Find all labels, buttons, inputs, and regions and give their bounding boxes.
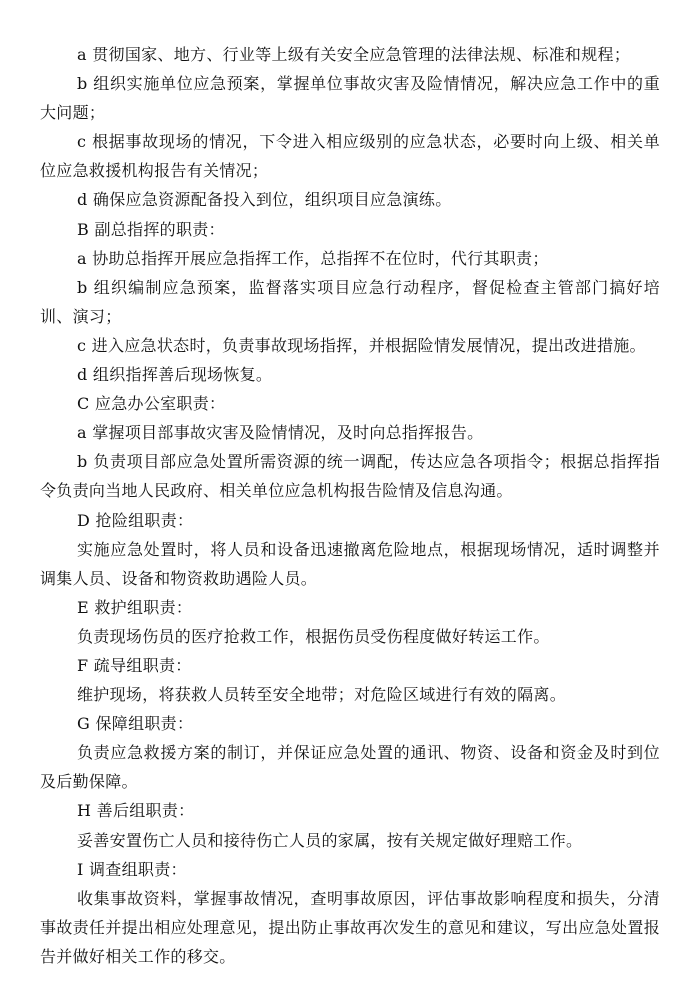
section-heading-evacuation-team: F 疏导组职责： xyxy=(77,655,192,675)
section-heading-investigation-team: I 调查组职责： xyxy=(77,859,187,879)
section-heading-support-team: G 保障组职责： xyxy=(77,714,194,734)
paragraph-investigation-team: 收集事故资料，掌握事故情况，查明事故原因，评估事故影响程度和损失，分清事故责任并提出相应处理意见，提出防止事故再次发生的意见和建议，写出应急处置报告并做好相关工作的移交。 xyxy=(40,888,660,966)
paragraph-rescue-team: 实施应急处置时，将人员和设备迅速撤离危险地点，根据现场情况，适时调整并调集人员、设备和物资救助遇险人员。 xyxy=(40,539,660,588)
section-heading-rescue-team: D 抢险组职责： xyxy=(77,510,194,530)
paragraph-d-duty: d 组织指挥善后现场恢复。 xyxy=(77,365,273,385)
paragraph-b-duty: b 组织实施单位应急预案，掌握单位事故灾害及险情情况，解决应急工作中的重大问题； xyxy=(40,74,660,123)
paragraph-support-team: 负责应急救援方案的制订，并保证应急处置的通讯、物资、设备和资金及时到位及后勤保障。 xyxy=(40,743,660,792)
paragraph-medical-team: 负责现场伤员的医疗抢救工作，根据伤员受伤程度做好转运工作。 xyxy=(77,626,550,646)
paragraph-c-duty: c 进入应急状态时，负责事故现场指挥，并根据险情发展情况，提出改进措施。 xyxy=(77,335,646,355)
paragraph-a-duty: a 协助总指挥开展应急指挥工作，总指挥不在位时，代行其职责； xyxy=(77,248,549,268)
paragraph-a-duty: a 贯彻国家、地方、行业等上级有关安全应急管理的法律法规、标准和规程； xyxy=(77,45,631,64)
paragraph-a-duty: a 掌握项目部事故灾害及险情情况，及时向总指挥报告。 xyxy=(77,423,484,443)
paragraph-evacuation-team: 维护现场，将获救人员转至安全地带；对危险区域进行有效的隔离。 xyxy=(77,685,567,705)
section-heading-aftermath-team: H 善后组职责： xyxy=(77,801,195,821)
paragraph-b-duty: b 组织编制应急预案，监督落实项目应急行动程序，督促检查主管部门搞好培训、演习； xyxy=(40,277,660,326)
section-heading-medical-team: E 救护组职责： xyxy=(77,597,193,617)
paragraph-aftermath-team: 妥善安置伤亡人员和接待伤亡人员的家属，按有关规定做好理赔工作。 xyxy=(77,830,583,850)
section-heading-emergency-office: C 应急办公室职责： xyxy=(77,394,226,414)
section-heading-deputy-commander: B 副总指挥的职责： xyxy=(77,219,225,239)
paragraph-b-duty: b 负责项目部应急处置所需资源的统一调配，传达应急各项指令；根据总指挥指令负责向当地人民政府、相关单位应急机构报告险情及信息沟通。 xyxy=(40,452,660,501)
paragraph-d-duty: d 确保应急资源配备投入到位，组织项目应急演练。 xyxy=(77,190,452,210)
paragraph-c-duty: c 根据事故现场的情况，下令进入相应级别的应急状态，必要时向上级、相关单位应急救援机构报告有关情况； xyxy=(40,132,660,181)
